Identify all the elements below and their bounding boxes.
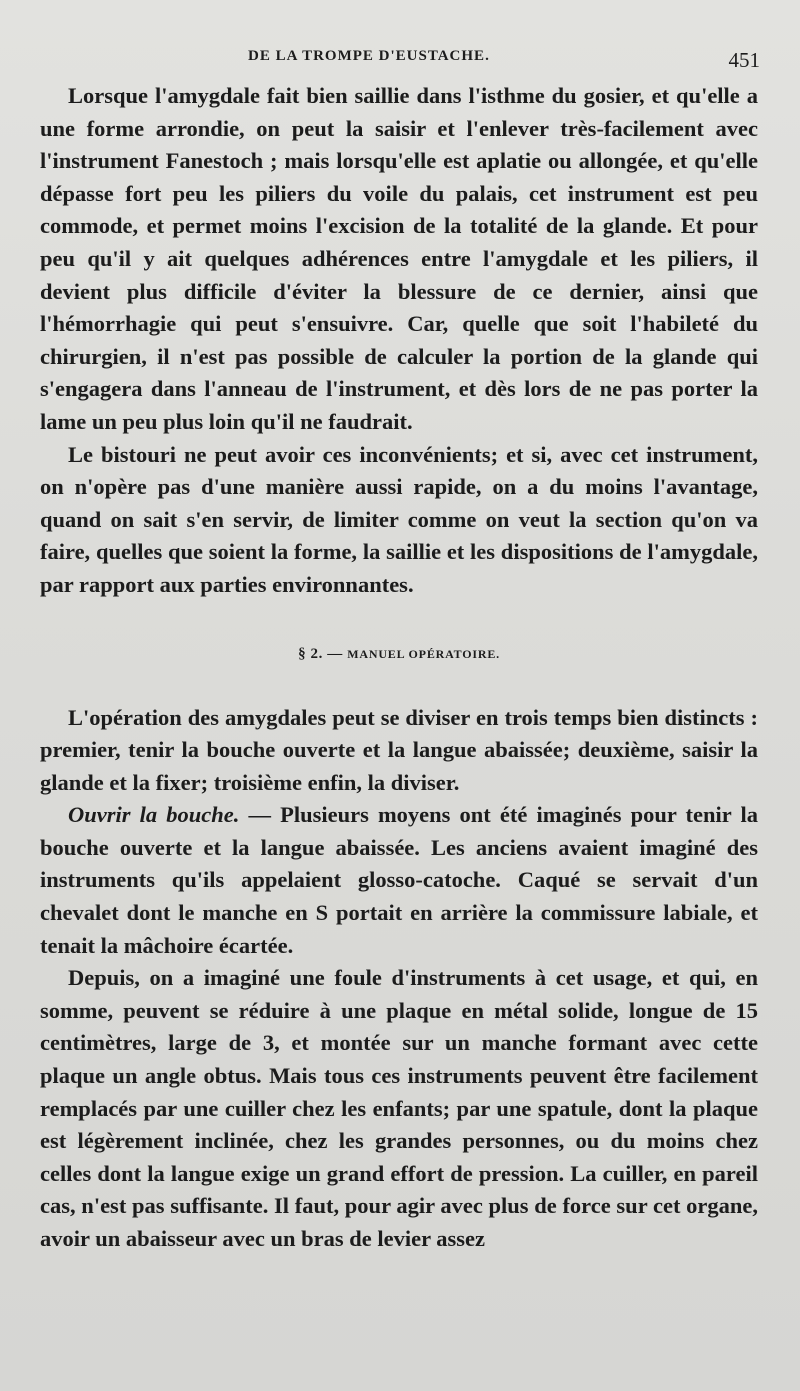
page-body (40, 80, 758, 1256)
page-header (0, 48, 800, 72)
running-title: DE LA TROMPE D'EUSTACHE. (248, 48, 490, 64)
paragraph-ouvrir-la-bouche (40, 799, 758, 962)
section-heading (40, 644, 758, 664)
paragraph-instruments: Depuis, on a imaginé une foule d'instruments à cet usage, et qui, en somme, peuvent se réduire à une plaque en métal solide, longue de 15 centimètres, large de 3, et montée sur un manche formant avec cette plaque un angle obtus. Mais tous ces instruments peuvent être facilement remplacés par une cuiller chez les enfants; par une spatule, dont la plaque est légèrement inclinée, chez les grandes personnes, ou du moins chez celles dont la langue exige un grand effort de pression. La cuiller, en pareil cas, n'est pas suffisante. Il faut, pour agir avec plus de force sur cet organe, avoir un abaisseur avec un bras de levier assez (40, 965, 758, 1251)
section-number: § 2. — (298, 645, 343, 662)
paragraph-ouvrir-text: — Plusieurs moyens ont été imaginés pour tenir la bouche ouverte et la langue abaissée. Les anciens avaient imaginé des instruments qu'ils appelaient glosso-catoche. Caqué se servait d'un chevalet dont le manche en S portait en arrière la commissure labiale, et tenait la mâchoire écartée. (40, 802, 758, 958)
page-number: 451 (728, 48, 760, 72)
paragraph-amygdale-fanestoch: Lorsque l'amygdale fait bien saillie dans l'isthme du gosier, et qu'elle a une forme arrondie, on peut la saisir et l'enlever très-facilement avec l'instrument Fanestoch ; mais lorsqu'elle est aplatie ou allongée, et qu'elle dépasse fort peu les piliers du voile du palais, cet instrument est peu commode, et permet moins l'excision de la totalité de la glande. Et pour peu qu'il y ait quelques adhérences entre l'amygdale et les piliers, il devient plus difficile d'éviter la blessure de ce dernier, ainsi que l'hémorrhagie qui peut s'ensuivre. Car, quelle que soit l'habileté du chirurgien, il n'est pas possible de calculer la portion de la glande qui s'engagera dans l'anneau de l'instrument, et dès lors de ne pas porter la lame un peu plus loin qu'il ne faudrait. (40, 83, 758, 434)
section-title: MANUEL OPÉRATOIRE. (347, 646, 500, 661)
paragraph-bistouri: Le bistouri ne peut avoir ces inconvénients; et si, avec cet instrument, on n'opère pas d'une manière aussi rapide, on a du moins l'avantage, quand on sait s'en servir, de limiter comme on veut la section qu'on va faire, quelles que soient la forme, la saillie et les dispositions de l'amygdale, par rapport aux parties environnantes. (40, 441, 758, 597)
paragraph-three-steps: L'opération des amygdales peut se diviser en trois temps bien distincts : premier, tenir la bouche ouverte et la langue abaissée; deuxième, saisir la glande et la fixer; troisième enfin, la diviser. (40, 704, 758, 795)
italic-subheading: Ouvrir la bouche. (68, 802, 240, 828)
